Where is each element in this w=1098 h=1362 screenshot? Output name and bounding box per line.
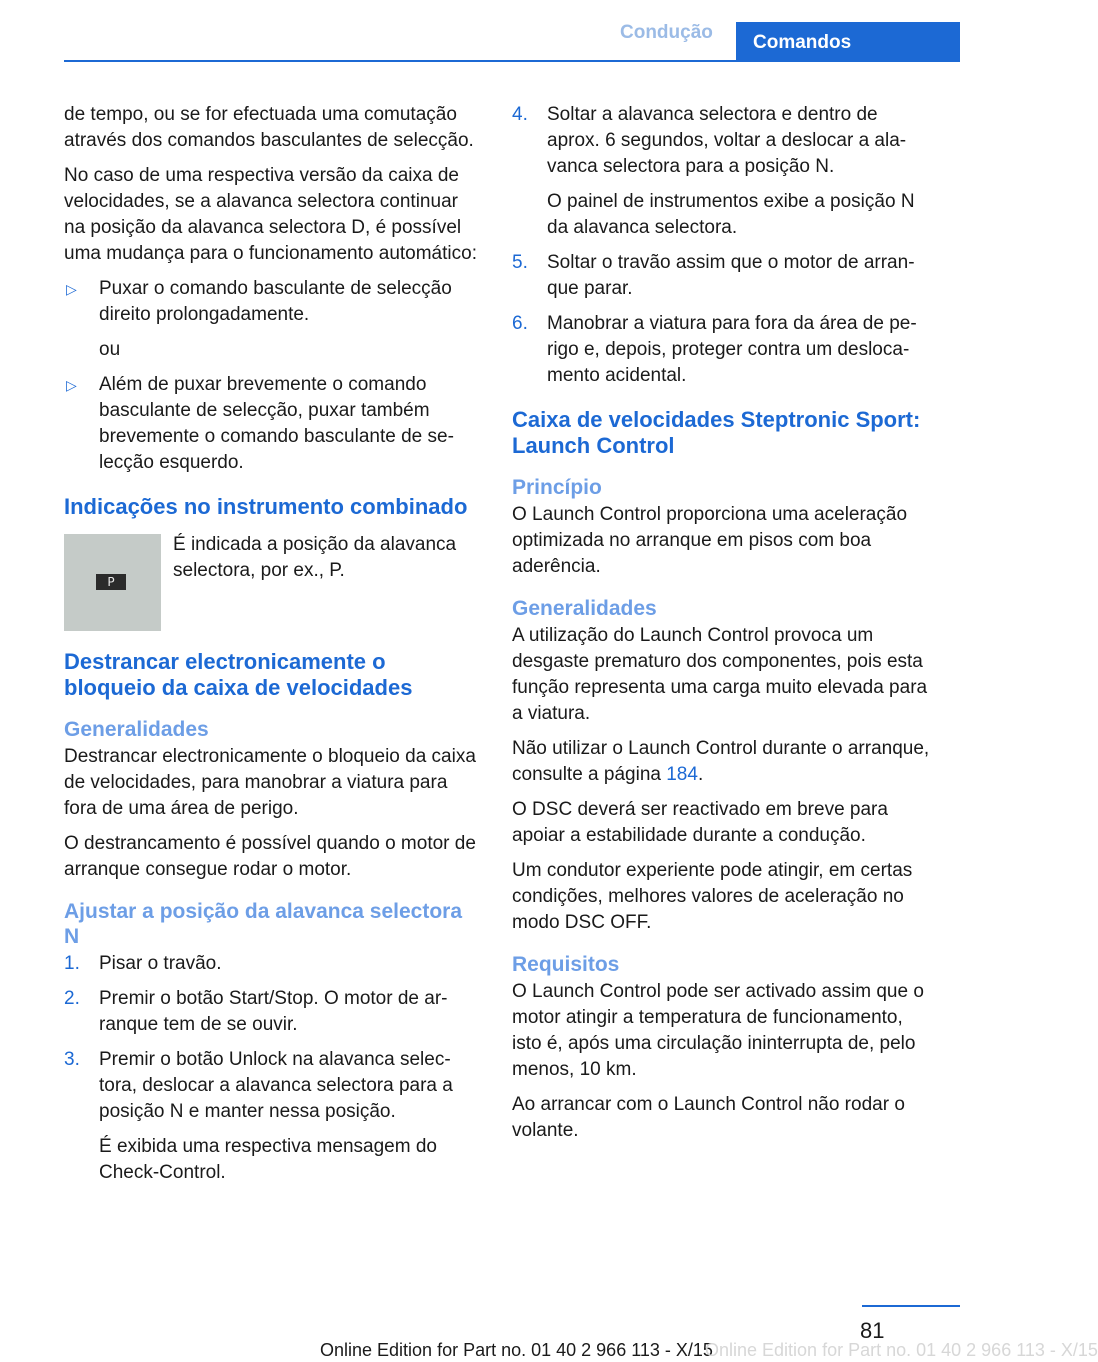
paragraph: Destrancar electronicamente o bloqueio da caixa de velocidades, para manobrar a viatura para fora de uma área de perigo. [64,746,476,819]
section-heading: Indicações no instrumento combinado [64,494,468,519]
bullet-subtext: ou [99,339,121,360]
subsection-heading: Generalidades [512,597,657,620]
paragraph [512,736,932,788]
step-number: 3. [64,1049,80,1070]
step-item [64,951,479,977]
subsection-heading: Generalidades [64,718,209,741]
step-text: Pisar o travão. [99,953,222,974]
step-item [512,102,932,180]
paragraph: O destrancamento é possível quando o motor de arranque consegue rodar o motor. [64,833,476,880]
step-text: Manobrar a viatura para fora da área de perigo e, depois, proteger contra um deslocamento acidental. [547,313,917,386]
edition-note: Online Edition for Part no. 01 40 2 966 113 - X/15 [320,1340,713,1360]
step-item [64,1047,479,1125]
gear-indicator-icon: P [96,574,126,590]
header-rule [64,60,960,62]
step-number: 2. [64,988,80,1009]
section-heading: Destrancar electronicamente o bloqueio da caixa de velocidades [64,649,413,700]
step-text: Premir o botão Start/Stop. O motor de arranque tem de se ouvir. [99,988,448,1035]
step-item [64,986,479,1038]
paragraph: O Launch Control pode ser activado assim que o motor atingir a temperatura de funcionamento, isto é, após uma circulação ininterrupta de, pelo menos, 10 km. [512,981,924,1080]
header-section-tab[interactable]: Condução [620,22,713,43]
page-reference-link[interactable]: 184 [666,764,698,785]
step-item [512,311,932,389]
triangle-bullet-icon: ▷ [66,377,77,393]
paragraph: de tempo, ou se for efectuada uma comutação através dos comandos basculantes de selecção. [64,104,474,151]
paragraph-text: Não utilizar o Launch Control durante o arranque, consulte a página [512,738,930,785]
paragraph: O DSC deverá ser reactivado em breve para apoiar a estabilidade durante a condução. [512,799,888,846]
step-number: 1. [64,953,80,974]
step-text: Premir o botão Unlock na alavanca selectora, deslocar a alavanca selectora para a posição N e manter nessa posição. [99,1049,453,1122]
bullet-text: Puxar o comando basculante de selecção direito prolongadamente. [99,278,452,325]
step-item [512,250,932,302]
triangle-bullet-icon: ▷ [66,281,77,297]
watermark: Online Edition for Part no. 01 40 2 966 113 - X/15 [705,1340,1098,1360]
step-text: Soltar o travão assim que o motor de arranque parar. [547,252,915,299]
header-chapter-tab[interactable]: Comandos [736,22,960,62]
footer-rule [862,1305,960,1307]
step-number: 5. [512,252,528,273]
paragraph: Um condutor experiente pode atingir, em certas condições, melhores valores de aceleração no modo DSC OFF. [512,860,913,933]
step-subtext: O painel de instrumentos exibe a posição N da alavanca selectora. [547,191,915,238]
step-number: 4. [512,104,528,125]
subsection-heading: Ajustar a posição da alavanca selectora N [64,900,463,948]
paragraph: A utilização do Launch Control provoca um desgaste prematuro dos componentes, pois esta função representa uma carga muito elevada para a viatura. [512,625,928,724]
figure-caption: É indicada a posição da alavanca selectora, por ex., P. [173,534,457,581]
step-text: Soltar a alavanca selectora e dentro de aprox. 6 segundos, voltar a deslocar a alavanca selectora para a posição N. [547,104,907,177]
bullet-item [64,276,479,328]
step-number: 6. [512,313,528,334]
section-heading: Caixa de velocidades Steptronic Sport: Launch Control [512,407,921,458]
paragraph: O Launch Control proporciona uma aceleração optimizada no arranque em pisos com boa aderência. [512,504,908,577]
bullet-item [64,372,479,476]
instrument-display-image [64,534,161,631]
left-column [64,102,479,1195]
figure-row [64,532,479,631]
paragraph: Ao arrancar com o Launch Control não rodar o volante. [512,1094,905,1141]
page-number: 81 [860,1318,885,1343]
paragraph: No caso de uma respectiva versão da caixa de velocidades, se a alavanca selectora continuar na posição da alavanca selectora D, é possível uma mudança para o funcionamento automático: [64,165,477,264]
bullet-text: Além de puxar brevemente o comando basculante de selecção, puxar também brevemente o comando basculante de selecção esquerdo. [99,374,454,473]
subsection-heading: Requisitos [512,953,620,976]
paragraph-text: . [697,764,704,785]
subsection-heading: Princípio [512,476,602,499]
step-subtext: É exibida uma respectiva mensagem do Check-Control. [99,1136,437,1183]
right-column [512,102,932,1153]
